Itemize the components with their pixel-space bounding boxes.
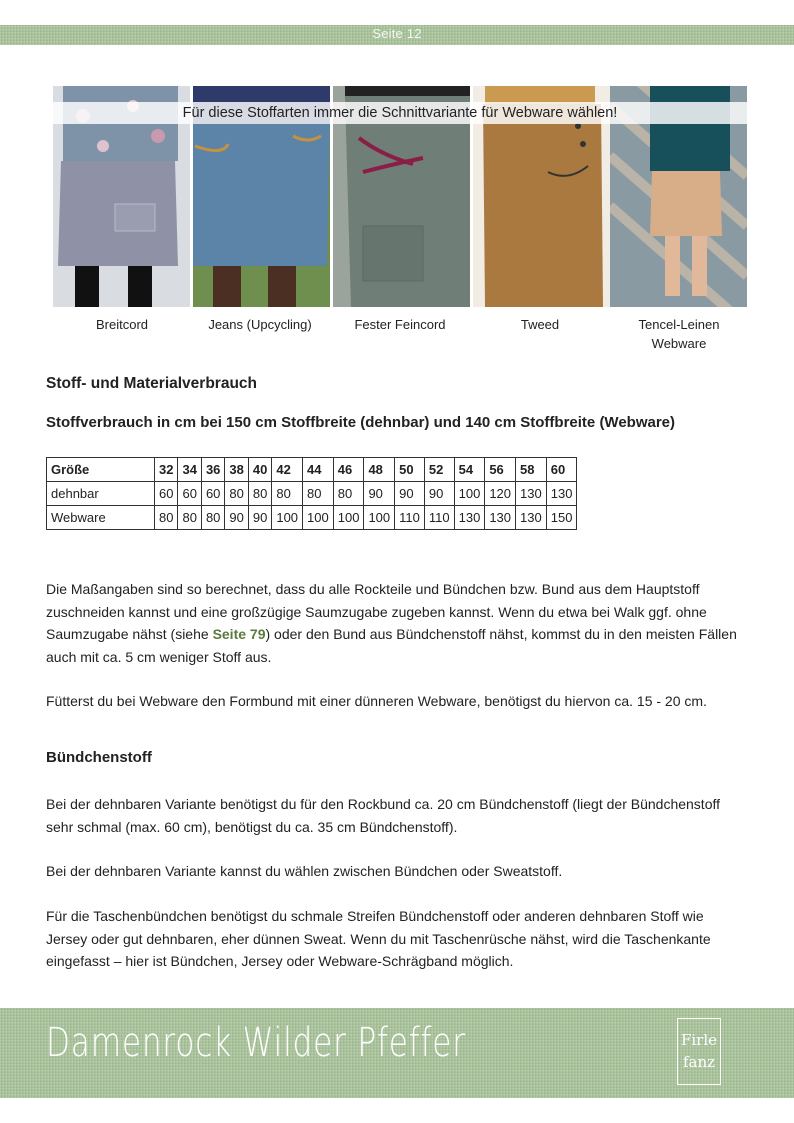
subsection-title: Bündchenstoff [46, 749, 152, 766]
webware-notice-banner: Für diese Stoffarten immer die Schnittvariante für Webware wählen! [53, 102, 747, 124]
size-cell: 32 [155, 458, 178, 482]
paragraph-pocket-cuffs: Für die Taschenbündchen benötigst du schmale Streifen Bündchenstoff oder anderen dehnbaren Stoff wie Jersey oder gut dehnbaren, eher dünnen Sweat. Wenn du mit Taschenrüsche nähst, wird die Taschenkante eingefasst – hier ist Bündchen, Jersey oder Webware-Schrägband möglich. [46, 908, 711, 969]
caption-jeans: Jeans (Upcycling) [208, 317, 312, 332]
size-cell: 42 [272, 458, 303, 482]
size-cell: 36 [201, 458, 224, 482]
header-label: Größe [47, 458, 155, 482]
value-cell: 80 [248, 482, 271, 506]
size-cell: 44 [303, 458, 334, 482]
value-cell: 60 [155, 482, 178, 506]
value-cell: 100 [272, 506, 303, 530]
value-cell: 90 [248, 506, 271, 530]
value-cell: 150 [546, 506, 577, 530]
caption-tencel-leinen [609, 315, 749, 353]
value-cell: 80 [303, 482, 334, 506]
value-cell: 80 [201, 506, 224, 530]
table-row-webware [47, 506, 577, 530]
paragraph-text: Die Maßangaben sind so berechnet, dass du alle Rockteile und Bündchen bzw. Bund aus dem Hauptstoff zuschneiden kannst und eine großzügige Saumzugabe zugeben kannst. Wenn du etwa bei Walk ggf. ohne Saumzugabe nähst (siehe [46, 581, 707, 642]
value-cell: 90 [225, 506, 248, 530]
photo-strip [53, 86, 747, 307]
paragraph-waistband: Bei der dehnbaren Variante benötigst du für den Rockbund ca. 20 cm Bündchenstoff (liegt der Bündchenstoff sehr schmal (max. 60 cm), benötigst du ca. 35 cm Bündchenstoff). [46, 796, 721, 835]
row-label: Webware [47, 506, 155, 530]
footer-title: Damenrock Wilder Pfeffer [46, 1020, 466, 1066]
value-cell: 80 [178, 506, 201, 530]
value-cell: 130 [454, 506, 485, 530]
size-cell: 60 [546, 458, 577, 482]
caption-tencel-line2: Webware [651, 336, 707, 351]
table-title: Stoffverbrauch in cm bei 150 cm Stoffbreite (dehnbar) und 140 cm Stoffbreite (Webware) [46, 414, 676, 431]
value-cell: 80 [155, 506, 178, 530]
footer-band [0, 1008, 794, 1098]
row-label: dehnbar [47, 482, 155, 506]
page-79-link[interactable]: Seite 79 [212, 626, 266, 642]
caption-tencel-line1: Tencel-Leinen [638, 317, 720, 332]
size-cell: 46 [333, 458, 364, 482]
section-title: Stoff- und Materialverbrauch [46, 375, 257, 392]
paragraph-lining: Fütterst du bei Webware den Formbund mit einer dünneren Webware, benötigst du hiervon ca. 15 - 20 cm. [46, 693, 707, 709]
size-cell: 50 [395, 458, 425, 482]
size-cell: 56 [485, 458, 516, 482]
firlefanz-logo [677, 1018, 721, 1085]
value-cell: 130 [516, 482, 547, 506]
caption-tweed: Tweed [520, 317, 560, 332]
value-cell: 90 [364, 482, 395, 506]
page-number: Seite 12 [372, 26, 422, 41]
size-cell: 38 [225, 458, 248, 482]
value-cell: 100 [364, 506, 395, 530]
size-cell: 54 [454, 458, 485, 482]
value-cell: 80 [272, 482, 303, 506]
size-cell: 34 [178, 458, 201, 482]
value-cell: 60 [178, 482, 201, 506]
value-cell: 110 [395, 506, 425, 530]
value-cell: 90 [424, 482, 454, 506]
value-cell: 110 [424, 506, 454, 530]
value-cell: 120 [485, 482, 516, 506]
value-cell: 130 [485, 506, 516, 530]
size-cell: 58 [516, 458, 547, 482]
table-header-row [47, 458, 577, 482]
value-cell: 100 [454, 482, 485, 506]
value-cell: 90 [395, 482, 425, 506]
logo-line2: fanz [682, 1053, 716, 1071]
table-row-dehnbar [47, 482, 577, 506]
value-cell: 100 [303, 506, 334, 530]
value-cell: 60 [201, 482, 224, 506]
value-cell: 130 [516, 506, 547, 530]
logo-line1: Firle [680, 1031, 718, 1049]
paragraph-measurements [46, 578, 746, 668]
value-cell: 100 [333, 506, 364, 530]
value-cell: 80 [225, 482, 248, 506]
paragraph-text: ) oder den Bund aus Bündchenstoff nähst, kommst du in den meisten Fällen auch mit ca. 5 cm weniger Stoff aus. [46, 626, 737, 665]
caption-breitcord: Breitcord [95, 317, 149, 332]
caption-feincord: Fester Feincord [354, 317, 446, 332]
value-cell: 130 [546, 482, 577, 506]
size-cell: 40 [248, 458, 271, 482]
size-cell: 52 [424, 458, 454, 482]
paragraph-options: Bei der dehnbaren Variante kannst du wählen zwischen Bündchen oder Sweatstoff. [46, 863, 563, 879]
value-cell: 80 [333, 482, 364, 506]
header-band [0, 25, 794, 45]
size-cell: 48 [364, 458, 395, 482]
fabric-consumption-table [46, 457, 577, 530]
